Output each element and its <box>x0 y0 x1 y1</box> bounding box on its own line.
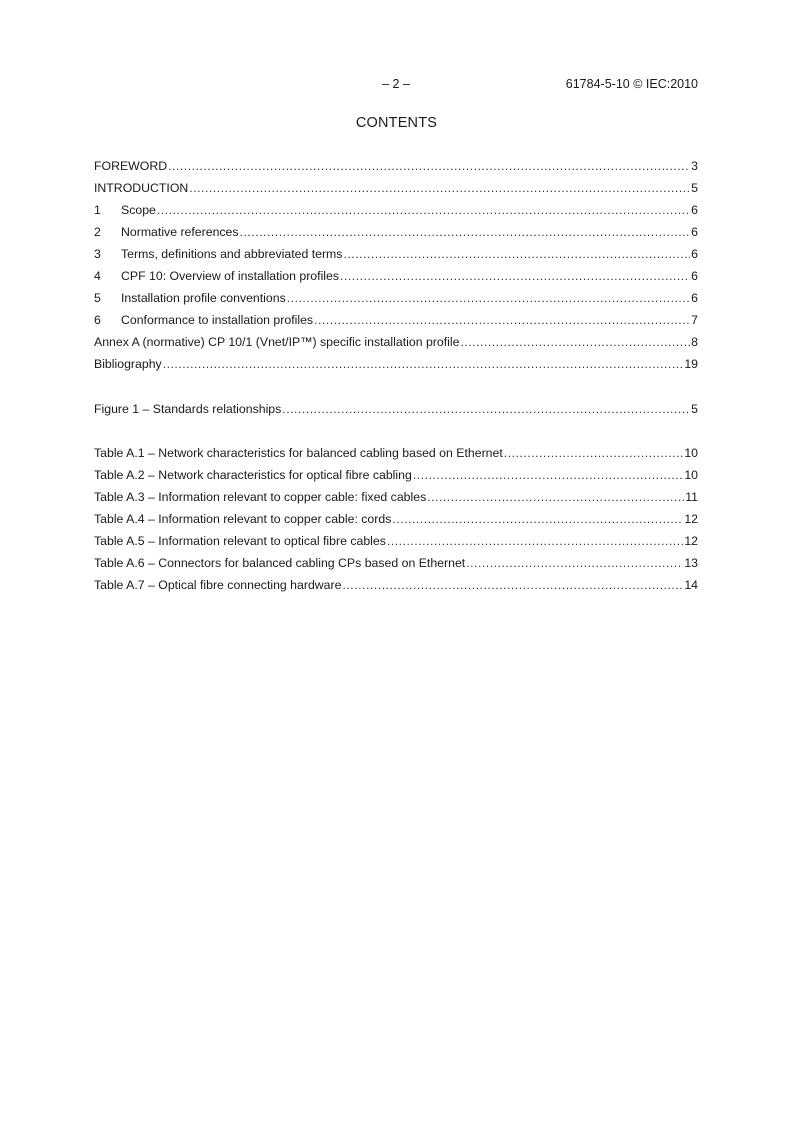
toc-entry-number: 5 <box>94 291 101 305</box>
toc-entry-title: Terms, definitions and abbreviated terms <box>121 247 343 261</box>
toc-entry-page: 6 <box>691 247 698 261</box>
toc-entry-number: 3 <box>94 247 101 261</box>
document-reference: 61784-5-10 © IEC:2010 <box>565 77 698 91</box>
toc-entry[interactable] <box>94 334 698 356</box>
dot-leader <box>504 445 684 461</box>
page-number: – 2 – <box>382 77 410 91</box>
toc-entry-number: 1 <box>94 203 101 217</box>
toc-entry-page: 19 <box>684 357 698 371</box>
dot-leader <box>387 533 683 549</box>
toc-entry-title: Scope <box>121 203 156 217</box>
dot-leader <box>340 268 690 284</box>
toc-entry-number: 2 <box>94 225 101 239</box>
toc-entry[interactable] <box>94 290 698 312</box>
toc-entry-title: Conformance to installation profiles <box>121 313 314 327</box>
toc-entry-page: 10 <box>684 468 698 482</box>
toc-entry-page: 6 <box>691 269 698 283</box>
toc-entry[interactable] <box>94 312 698 334</box>
toc-entry[interactable] <box>94 445 698 467</box>
toc-entry[interactable] <box>94 489 698 511</box>
toc-entry-title: Normative references <box>121 225 239 239</box>
toc-entry[interactable] <box>94 246 698 268</box>
toc-entry-title: Table A.7 – Optical fibre connecting hardware <box>94 578 342 592</box>
toc-entry-title: Installation profile conventions <box>121 291 286 305</box>
toc-entry-title: Table A.2 – Network characteristics for optical fibre cabling <box>94 468 412 482</box>
toc-entry-page: 14 <box>684 578 698 592</box>
toc-entry-title: Figure 1 – Standards relationships <box>94 402 282 416</box>
toc-entry-title: Annex A (normative) CP 10/1 (Vnet/IP™) specific installation profile <box>94 335 460 349</box>
toc-entry-title: Table A.3 – Information relevant to copper cable: fixed cables <box>94 490 427 504</box>
toc-entry-page: 5 <box>691 181 698 195</box>
contents-title: CONTENTS <box>355 115 438 131</box>
toc-entry-title: Table A.6 – Connectors for balanced cabling CPs based on Ethernet <box>94 556 466 570</box>
table-of-contents <box>94 158 698 378</box>
toc-entry-page: 11 <box>685 490 698 504</box>
toc-entry[interactable] <box>94 511 698 533</box>
toc-entry-title: Table A.5 – Information relevant to optical fibre cables <box>94 534 386 548</box>
toc-entry-page: 6 <box>691 291 698 305</box>
dot-leader <box>427 489 684 505</box>
toc-entry[interactable] <box>94 224 698 246</box>
toc-entry-title: Bibliography <box>94 357 162 371</box>
toc-entry[interactable] <box>94 158 698 180</box>
list-of-tables <box>94 445 698 599</box>
toc-entry[interactable] <box>94 577 698 599</box>
toc-entry-page: 13 <box>684 556 698 570</box>
toc-entry[interactable] <box>94 180 698 202</box>
dot-leader <box>157 202 690 218</box>
dot-leader <box>314 312 690 328</box>
dot-leader <box>413 467 683 483</box>
toc-entry[interactable] <box>94 202 698 224</box>
dot-leader <box>342 577 683 593</box>
page-header <box>94 77 698 93</box>
toc-entry[interactable] <box>94 356 698 378</box>
list-of-figures <box>94 401 698 423</box>
toc-entry-number: 4 <box>94 269 101 283</box>
dot-leader <box>189 180 690 196</box>
toc-entry-title: INTRODUCTION <box>94 181 189 195</box>
dot-leader <box>287 290 690 306</box>
toc-entry-page: 12 <box>684 534 698 548</box>
toc-entry-page: 10 <box>684 446 698 460</box>
toc-entry-page: 6 <box>691 203 698 217</box>
toc-entry-page: 12 <box>684 512 698 526</box>
toc-entry-number: 6 <box>94 313 101 327</box>
dot-leader <box>163 356 684 372</box>
dot-leader <box>343 246 690 262</box>
toc-entry[interactable] <box>94 268 698 290</box>
dot-leader <box>240 224 691 240</box>
toc-entry[interactable] <box>94 401 698 423</box>
toc-entry-page: 6 <box>691 225 698 239</box>
dot-leader <box>168 158 690 174</box>
toc-entry-page: 8 <box>691 335 698 349</box>
dot-leader <box>392 511 683 527</box>
toc-entry-title: Table A.4 – Information relevant to copper cable: cords <box>94 512 392 526</box>
toc-entry[interactable] <box>94 555 698 577</box>
toc-entry-title: Table A.1 – Network characteristics for balanced cabling based on Ethernet <box>94 446 503 460</box>
dot-leader <box>466 555 683 571</box>
toc-entry[interactable] <box>94 533 698 555</box>
toc-entry-title: FOREWORD <box>94 159 168 173</box>
toc-entry-page: 7 <box>691 313 698 327</box>
dot-leader <box>460 334 690 350</box>
toc-entry-page: 5 <box>691 402 698 416</box>
toc-entry-title: CPF 10: Overview of installation profiles <box>121 269 340 283</box>
dot-leader <box>282 401 690 417</box>
toc-entry-page: 3 <box>691 159 698 173</box>
toc-entry[interactable] <box>94 467 698 489</box>
